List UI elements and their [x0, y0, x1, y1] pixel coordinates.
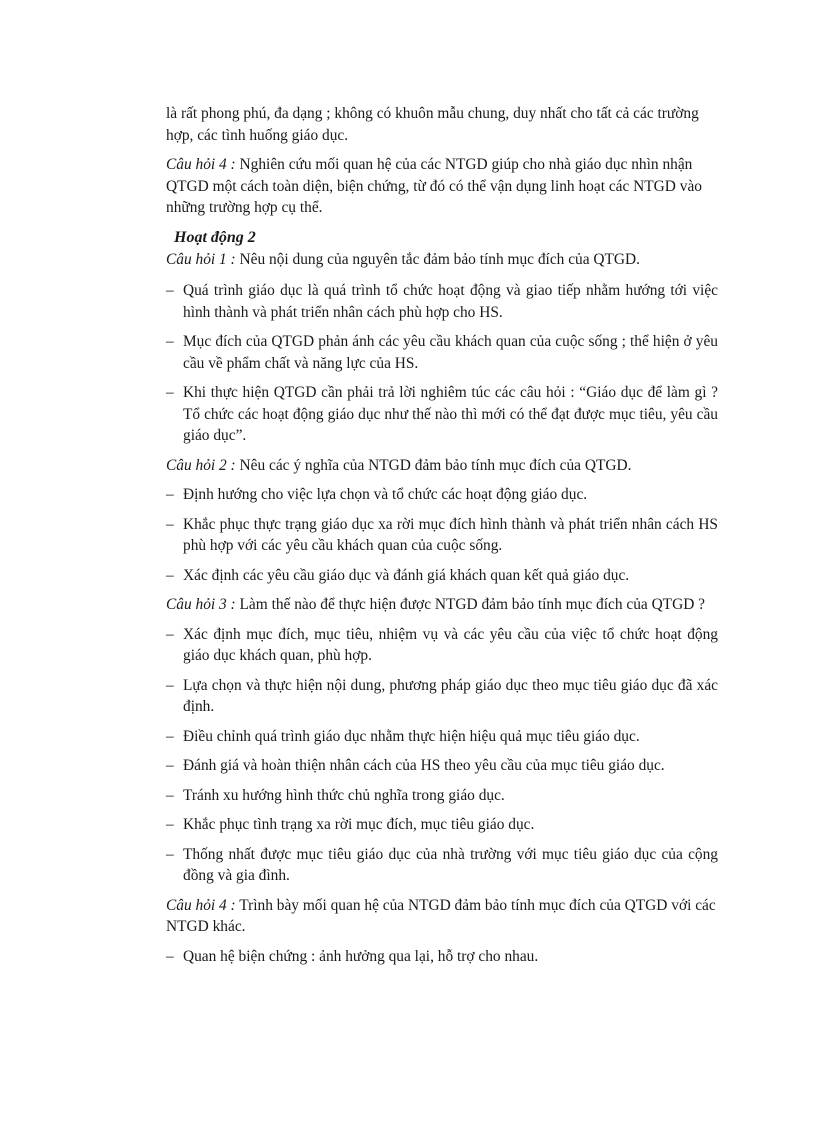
dash-bullet: –: [166, 282, 174, 299]
list-item-text: Quá trình giáo dục là quá trình tổ chức hoạt động và giao tiếp nhằm hướng tới việc hình thành và phát triển nhân cách phù hợp cho HS.: [183, 282, 718, 321]
dash-bullet: –: [166, 947, 174, 965]
dash-bullet: –: [166, 786, 174, 804]
list-item-text: Mục đích của QTGD phản ánh các yêu cầu khách quan của cuộc sống ; thể hiện ở yêu cầu về phẩm chất và năng lực của HS.: [183, 333, 718, 372]
dash-bullet: –: [166, 727, 174, 745]
list-item: [166, 946, 718, 968]
question-text: Nghiên cứu mối quan hệ của các NTGD giúp cho nhà giáo dục nhìn nhận QTGD một cách toàn diện, biện chứng, từ đó có thể vận dụng linh hoạt các NTGD vào những trường hợp cụ thể.: [166, 156, 702, 216]
list-item: [166, 331, 718, 374]
question-4-part-a: [166, 154, 718, 219]
dash-bullet: –: [166, 486, 174, 503]
dash-bullet: –: [166, 757, 174, 774]
question-text: Nêu các ý nghĩa của NTGD đảm bảo tính mục đích của QTGD.: [235, 456, 632, 474]
list-item: [166, 514, 718, 557]
list-item: [166, 484, 718, 506]
question-label: Câu hỏi 4 :: [166, 896, 236, 914]
list-item-text: Xác định các yêu cầu giáo dục và đánh giá khách quan kết quả giáo dục.: [183, 566, 630, 584]
list-item-text: Định hướng cho việc lựa chọn và tổ chức các hoạt động giáo dục.: [183, 486, 588, 503]
answer-list-q2: [166, 484, 718, 586]
dash-bullet: –: [166, 515, 174, 533]
list-item-text: Quan hệ biện chứng : ảnh hưởng qua lại, hỗ trợ cho nhau.: [183, 947, 539, 965]
list-item: [166, 844, 718, 887]
dash-bullet: –: [166, 566, 174, 584]
question-label: Câu hỏi 1 :: [166, 250, 236, 268]
section-heading: Hoạt động 2: [174, 228, 256, 246]
answer-list-q4: [166, 946, 718, 968]
list-item: [166, 280, 718, 323]
list-item: [166, 565, 718, 587]
list-item: [166, 624, 718, 667]
dash-bullet: –: [166, 384, 174, 401]
list-item-text: Khi thực hiện QTGD cần phải trả lời nghiêm túc các câu hỏi : “Giáo dục để làm gì ? Tổ chức các hoạt động giáo dục như thế nào thì mới có thể đạt được mục tiêu, yêu cầu giáo dục”.: [183, 384, 718, 444]
document-page: [166, 103, 718, 975]
dash-bullet: –: [166, 845, 174, 863]
question-label: Câu hỏi 2 :: [166, 456, 236, 474]
question-text: Trình bày mối quan hệ của NTGD đảm bảo tính mục đích của QTGD với các NTGD khác.: [166, 896, 716, 935]
list-item-text: Tránh xu hướng hình thức chủ nghĩa trong giáo dục.: [183, 786, 505, 804]
answer-list-q3: [166, 624, 718, 887]
list-item: [166, 755, 718, 777]
list-item-text: Khắc phục thực trạng giáo dục xa rời mục đích hình thành và phát triển nhân cách HS phù hợp với các yêu cầu khách quan của cuộc sống.: [183, 515, 718, 554]
question-label: Câu hỏi 4 :: [166, 156, 236, 173]
dash-bullet: –: [166, 625, 174, 643]
list-item: [166, 675, 718, 718]
answer-list-q1: [166, 280, 718, 447]
intro-paragraph: là rất phong phú, đa dạng ; không có khuôn mẫu chung, duy nhất cho tất cả các trường hợp, các tình huống giáo dục.: [166, 105, 699, 144]
question-text: Làm thế nào để thực hiện được NTGD đảm bảo tính mục đích của QTGD ?: [235, 596, 705, 613]
dash-bullet: –: [166, 676, 174, 694]
list-item: [166, 814, 718, 836]
list-item-text: Điều chỉnh quá trình giáo dục nhằm thực hiện hiệu quả mục tiêu giáo dục.: [183, 727, 640, 745]
dash-bullet: –: [166, 816, 174, 833]
dash-bullet: –: [166, 333, 174, 350]
list-item-text: Thống nhất được mục tiêu giáo dục của nhà trường với mục tiêu giáo dục của cộng đồng và gia đình.: [183, 845, 718, 884]
question-3: [166, 594, 718, 616]
list-item-text: Lựa chọn và thực hiện nội dung, phương pháp giáo dục theo mục tiêu giáo dục đã xác định.: [183, 676, 718, 715]
question-text: Nêu nội dung của nguyên tắc đảm bảo tính mục đích của QTGD.: [235, 250, 641, 268]
question-label: Câu hỏi 3 :: [166, 596, 236, 613]
list-item: [166, 785, 718, 807]
list-item-text: Khắc phục tình trạng xa rời mục đích, mục tiêu giáo dục.: [183, 816, 535, 833]
list-item-text: Xác định mục đích, mục tiêu, nhiệm vụ và các yêu cầu của việc tổ chức hoạt động giáo dục khách quan, phù hợp.: [183, 625, 718, 664]
question-1: [166, 249, 718, 271]
list-item: [166, 382, 718, 447]
list-item: [166, 726, 718, 748]
question-2: [166, 455, 718, 477]
list-item-text: Đánh giá và hoàn thiện nhân cách của HS theo yêu cầu của mục tiêu giáo dục.: [183, 757, 665, 774]
question-4-part-b: [166, 895, 718, 938]
